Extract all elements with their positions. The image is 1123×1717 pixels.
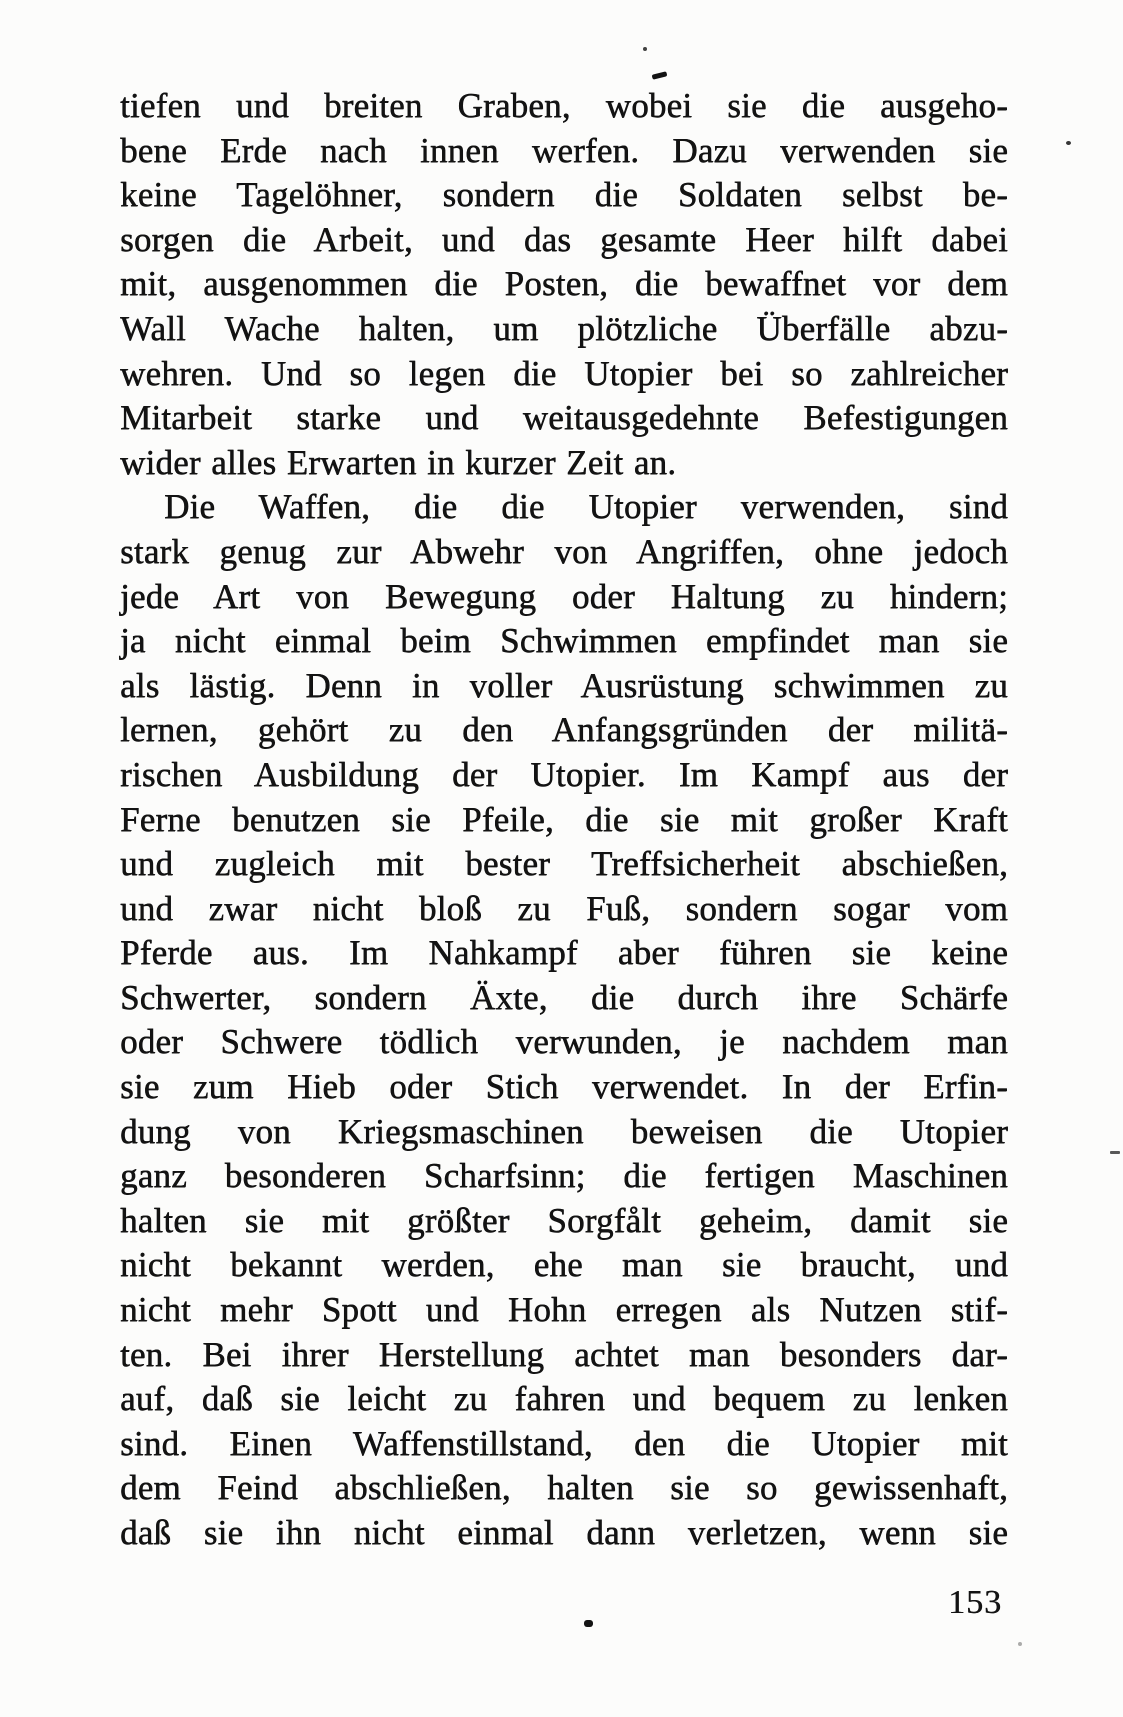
text-line: bene Erde nach innen werfen. Dazu verwenden sie — [120, 130, 1008, 170]
text-line: dem Feind abschließen, halten sie so gewissenhaft, — [120, 1468, 1008, 1508]
text-line: wehren. Und so legen die Utopier bei so zahlreicher — [120, 353, 1008, 393]
text-line: ganz besonderen Scharfsinn; die fertigen Maschinen — [120, 1156, 1008, 1196]
text-line: nicht mehr Spott und Hohn erregen als Nutzen stif- — [120, 1290, 1008, 1330]
text-line: ten. Bei ihrer Herstellung achtet man besonders dar- — [120, 1334, 1008, 1374]
text-line: dung von Kriegsmaschinen beweisen die Utopier — [120, 1111, 1008, 1151]
text-line: als lästig. Denn in voller Ausrüstung schwimmen zu — [120, 665, 1008, 705]
text-line: ja nicht einmal beim Schwimmen empfindet man sie — [120, 621, 1008, 661]
text-line: oder Schwere tödlich verwunden, je nachdem man — [120, 1022, 1008, 1062]
paragraph-1-lines — [120, 84, 1008, 441]
text-line: keine Tagelöhner, sondern die Soldaten selbst be- — [120, 175, 1008, 215]
page-number: 153 — [948, 1584, 1002, 1621]
page-text-block — [120, 84, 1008, 1556]
text-line: rischen Ausbildung der Utopier. Im Kampf aus der — [120, 754, 1008, 794]
scan-artifact — [643, 47, 647, 51]
text-line: daß sie ihn nicht einmal dann verletzen, wenn sie — [120, 1513, 1008, 1552]
text-line: Wall Wache halten, um plötzliche Überfälle abzu- — [120, 308, 1008, 348]
text-line: Pferde aus. Im Nahkampf aber führen sie keine — [120, 933, 1008, 973]
text-line: Die Waffen, die die Utopier verwenden, sind — [164, 487, 1008, 527]
text-line: Ferne benutzen sie Pfeile, die sie mit großer Kraft — [120, 799, 1008, 839]
text-line: Mitarbeit starke und weitausgedehnte Befestigungen — [120, 398, 1008, 438]
text-line: sorgen die Arbeit, und das gesamte Heer hilft dabei — [120, 219, 1008, 259]
text-line: nicht bekannt werden, ehe man sie braucht, und — [120, 1245, 1008, 1285]
text-line: mit, ausgenommen die Posten, die bewaffnet vor dem — [120, 264, 1008, 304]
text-line: auf, daß sie leicht zu fahren und bequem zu lenken — [120, 1379, 1008, 1419]
text-line: halten sie mit größter Sorgfålt geheim, damit sie — [120, 1200, 1008, 1240]
scan-artifact — [1018, 1642, 1022, 1646]
text-line: sie zum Hieb oder Stich verwendet. In der Erfin- — [120, 1067, 1008, 1107]
text-line: sind. Einen Waffenstillstand, den die Utopier mit — [120, 1423, 1008, 1463]
scan-artifact — [1110, 1151, 1120, 1154]
paragraph-2-lines — [120, 485, 1008, 1555]
scan-artifact — [584, 1620, 593, 1627]
scan-artifact — [652, 71, 668, 79]
text-line: wider alles Erwarten in kurzer Zeit an. — [120, 442, 677, 482]
scan-artifact — [1066, 141, 1071, 145]
text-line: und zwar nicht bloß zu Fuß, sondern sogar vom — [120, 888, 1008, 928]
text-line: und zugleich mit bester Treffsicherheit abschießen, — [120, 844, 1008, 884]
text-line: Schwerter, sondern Äxte, die durch ihre Schärfe — [120, 977, 1008, 1017]
text-line: lernen, gehört zu den Anfangsgründen der militä- — [120, 710, 1008, 750]
paragraph-1 — [120, 84, 1008, 485]
text-line: tiefen und breiten Graben, wobei sie die ausgeho- — [120, 86, 1008, 125]
paragraph-2 — [120, 485, 1008, 1555]
text-line: jede Art von Bewegung oder Haltung zu hindern; — [120, 576, 1008, 616]
text-line: stark genug zur Abwehr von Angriffen, ohne jedoch — [120, 531, 1008, 571]
